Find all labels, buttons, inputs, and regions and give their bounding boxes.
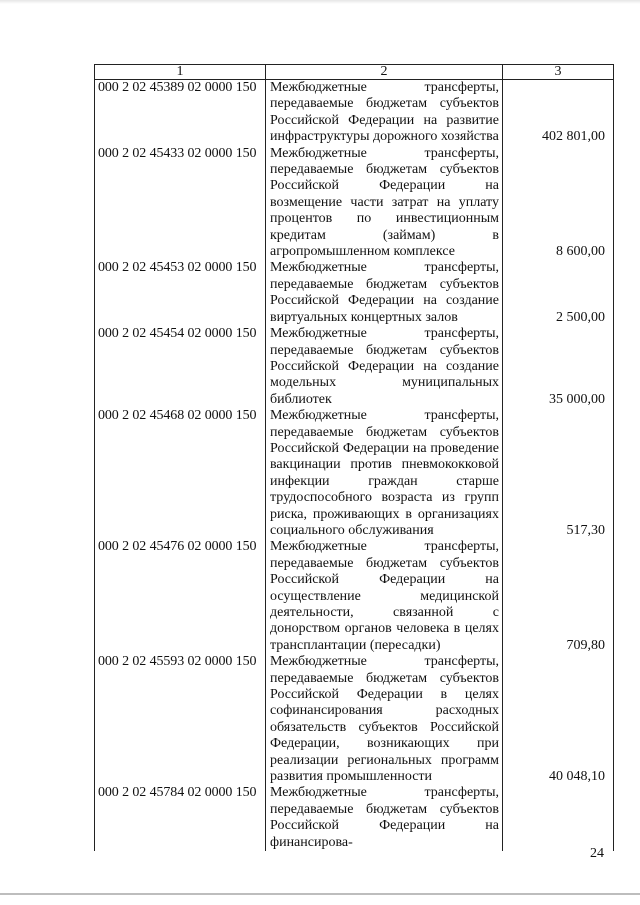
table-row [95, 408, 614, 539]
amount: 709,80 [503, 539, 614, 654]
transfer-description: Межбюджетные трансферты, передаваемые бюджетам субъектов Российской Федерации на финансирова- [266, 785, 503, 851]
column-header-2: 2 [266, 65, 503, 80]
budget-code: 000 2 02 45389 02 0000 150 [95, 80, 266, 146]
table-row [95, 326, 614, 408]
amount: 402 801,00 [503, 80, 614, 146]
amount: 40 048,10 [503, 654, 614, 785]
amount: 35 000,00 [503, 326, 614, 408]
page-number: 24 [590, 846, 604, 861]
table-row [95, 260, 614, 326]
document-page [94, 64, 618, 850]
table-row [95, 654, 614, 785]
transfer-description: Межбюджетные трансферты, передаваемые бюджетам субъектов Российской Федерации на возмещение части затрат на уплату процентов по инвестиционным кредитам (займам) в агропромышленном комплексе [266, 146, 503, 261]
transfer-description: Межбюджетные трансферты, передаваемые бюджетам субъектов Российской Федерации на создание модельных муниципальных библиотек [266, 326, 503, 408]
table-row [95, 80, 614, 146]
budget-code: 000 2 02 45784 02 0000 150 [95, 785, 266, 851]
column-header-1: 1 [95, 65, 266, 80]
amount [503, 785, 614, 851]
table-row [95, 785, 614, 851]
amount: 2 500,00 [503, 260, 614, 326]
table-row [95, 539, 614, 654]
transfer-description: Межбюджетные трансферты, передаваемые бюджетам субъектов Российской Федерации на проведение вакцинации против пневмококковой инфекции граждан старше трудоспособного возраста из групп риска, проживающих в организациях социального обслуживания [266, 408, 503, 539]
table-row [95, 146, 614, 261]
column-header-3: 3 [503, 65, 614, 80]
budget-code: 000 2 02 45454 02 0000 150 [95, 326, 266, 408]
scan-bottom-edge [0, 893, 640, 895]
scan-top-edge [0, 0, 640, 4]
table-header-row [95, 65, 614, 80]
amount: 8 600,00 [503, 146, 614, 261]
transfer-description: Межбюджетные трансферты, передаваемые бюджетам субъектов Российской Федерации на осуществление медицинской деятельности, связанной с донорством органов человека в целях трансплантации (пересадки) [266, 539, 503, 654]
budget-code: 000 2 02 45453 02 0000 150 [95, 260, 266, 326]
budget-code: 000 2 02 45468 02 0000 150 [95, 408, 266, 539]
transfer-description: Межбюджетные трансферты, передаваемые бюджетам субъектов Российской Федерации в целях софинансирования расходных обязательств субъектов Российской Федерации, возникающих при реализации региональных программ развития промышленности [266, 654, 503, 785]
transfer-description: Межбюджетные трансферты, передаваемые бюджетам субъектов Российской Федерации на создание виртуальных концертных залов [266, 260, 503, 326]
transfer-description: Межбюджетные трансферты, передаваемые бюджетам субъектов Российской Федерации на развитие инфраструктуры дорожного хозяйства [266, 80, 503, 146]
budget-table [94, 64, 614, 851]
budget-code: 000 2 02 45433 02 0000 150 [95, 146, 266, 261]
budget-code: 000 2 02 45593 02 0000 150 [95, 654, 266, 785]
budget-code: 000 2 02 45476 02 0000 150 [95, 539, 266, 654]
amount: 517,30 [503, 408, 614, 539]
